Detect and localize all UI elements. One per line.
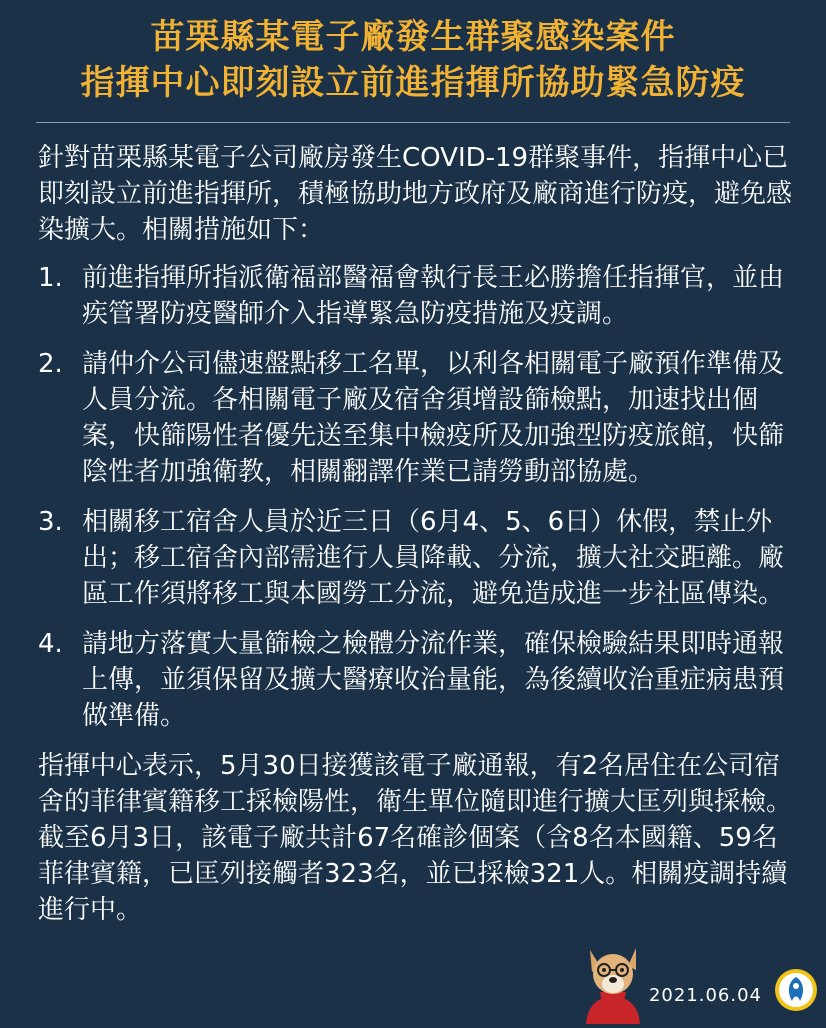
list-item — [38, 626, 796, 734]
page-title — [0, 14, 826, 106]
date-stamp: 2021.06.04 — [648, 985, 762, 1006]
list-item-text: 請仲介公司儘速盤點移工名單，以利各相關電子廠預作準備及人員分流。各相關電子廠及宿舍須增設篩檢點，加速找出個案，快篩陽性者優先送至集中檢疫所及加強型防疫旅館，快篩陰性者加強衛教，相關翻譯作業已請勞動部協處。 — [82, 349, 785, 487]
title-line-1: 苗栗縣某電子廠發生群聚感染案件 — [150, 17, 676, 57]
list-item-number: 4. — [38, 629, 63, 659]
list-item-number: 3. — [38, 507, 63, 537]
list-item-number: 1. — [38, 263, 63, 293]
list-item — [38, 260, 796, 332]
list-item — [38, 504, 796, 612]
dog-mascot-icon — [578, 940, 648, 1028]
list-item-text: 請地方落實大量篩檢之檢體分流作業，確保檢驗結果即時通報上傳，並須保留及擴大醫療收治量能，為後續收治重症病患預做準備。 — [82, 629, 785, 731]
list-item — [38, 346, 796, 490]
announcement-body — [38, 140, 796, 928]
title-divider — [36, 122, 790, 123]
intro-paragraph: 針對苗栗縣某電子公司廠房發生COVID-19群聚事件，指揮中心已即刻設立前進指揮所，積極協助地方政府及廠商進行防疫，避免感染擴大。相關措施如下： — [38, 143, 793, 245]
list-item-text: 前進指揮所指派衛福部醫福會執行長王必勝擔任指揮官，並由疾管署防疫醫師介入指導緊急防疫措施及疫調。 — [82, 263, 785, 329]
list-item-number: 2. — [38, 349, 63, 379]
list-item-text: 相關移工宿舍人員於近三日（6月4、5、6日）休假，禁止外出；移工宿舍內部需進行人員降載、分流，擴大社交距離。廠區工作須將移工與本國勞工分流，避免造成進一步社區傳染。 — [82, 507, 785, 609]
closing-paragraph: 指揮中心表示，5月30日接獲該電子廠通報，有2名居住在公司宿舍的菲律賓籍移工採檢陽性，衛生單位隨即進行擴大匡列與採檢。截至6月3日，該電子廠共計67名確診個案（含8名本國籍、59名菲律賓籍，已匡列接觸者323名，並已採檢321人。相關疫調持續進行中。 — [38, 751, 793, 925]
measures-list — [38, 260, 796, 734]
title-line-2: 指揮中心即刻設立前進指揮所協助緊急防疫 — [80, 63, 746, 103]
cdc-logo-icon — [774, 968, 818, 1016]
